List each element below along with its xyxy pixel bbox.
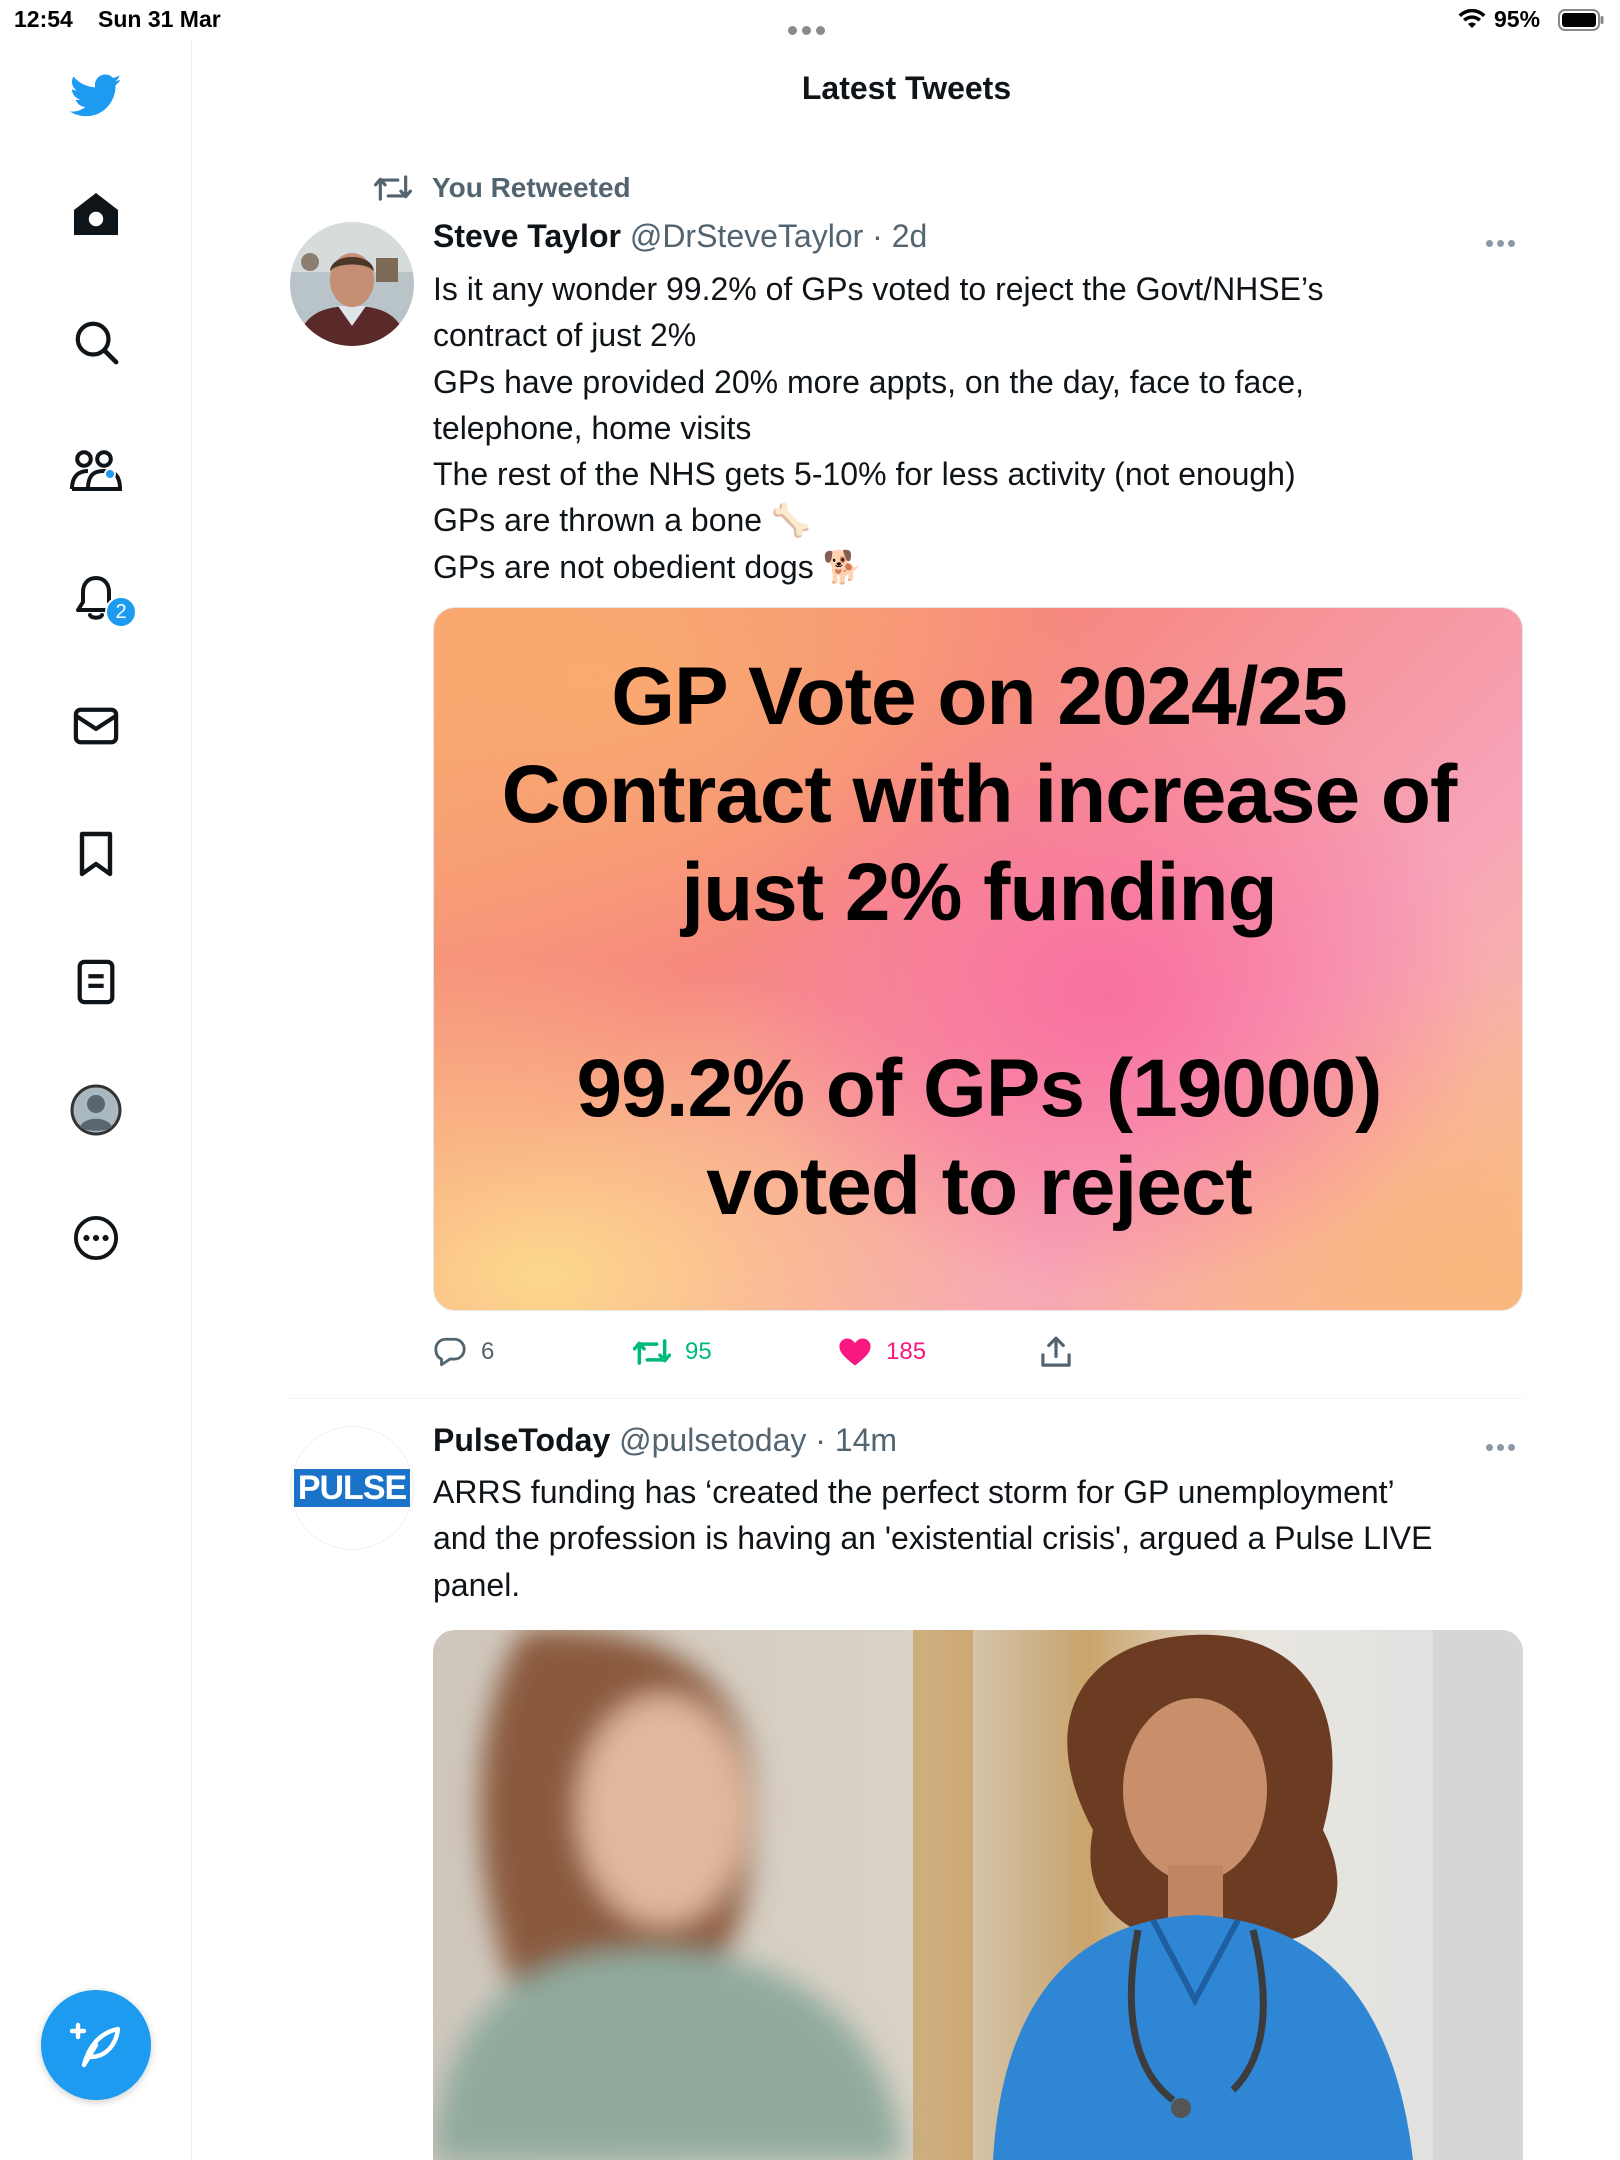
home-icon[interactable] xyxy=(66,184,126,244)
tweet-text-line: telephone, home visits xyxy=(433,409,752,446)
compose-feather-icon xyxy=(70,2021,122,2069)
page-title: Latest Tweets xyxy=(801,70,1012,106)
retweet-context-icon xyxy=(374,173,412,203)
image-text-line: voted to reject xyxy=(706,1141,1252,1232)
retweet-context-label: You Retweeted xyxy=(432,172,631,203)
more-options-icon[interactable] xyxy=(66,1208,126,1268)
profile-avatar-icon[interactable] xyxy=(66,1080,126,1140)
battery-icon xyxy=(1558,8,1604,32)
share-icon xyxy=(1040,1336,1072,1368)
battery-percent: 95% xyxy=(1494,6,1541,32)
author-handle[interactable]: @pulsetoday xyxy=(619,1422,807,1458)
steve-taylor-avatar[interactable] xyxy=(290,222,414,346)
tweet-timestamp[interactable]: · 2d xyxy=(872,218,928,254)
twitter-logo-icon[interactable] xyxy=(66,66,126,126)
image-text-line: just 2% funding xyxy=(681,847,1277,938)
sidebar-nav xyxy=(0,40,192,2160)
tweet-timestamp[interactable]: · 14m xyxy=(815,1422,898,1458)
like-button[interactable] xyxy=(838,1330,926,1374)
wifi-icon xyxy=(1458,8,1486,30)
tweet-text-line: and the profession is having an 'existential crisis', argued a Pulse LIVE xyxy=(433,1520,1433,1557)
tweet-text-line: panel. xyxy=(433,1566,521,1603)
author-name[interactable]: Steve Taylor xyxy=(433,218,621,254)
tweet-more-icon[interactable] xyxy=(1486,1438,1522,1448)
retweet-icon xyxy=(633,1337,671,1367)
search-icon[interactable] xyxy=(66,312,126,372)
tweet-image-gp-vote[interactable] xyxy=(433,607,1523,1311)
tweet-text xyxy=(433,1469,1523,1608)
heart-filled-icon xyxy=(838,1337,872,1367)
multitasking-dots-icon[interactable] xyxy=(788,14,832,24)
reply-button[interactable] xyxy=(433,1330,494,1374)
tweet-divider xyxy=(290,1398,1523,1399)
tweet-text-line: GPs are thrown a bone 🦴 xyxy=(433,502,811,539)
image-text-line: Contract with increase of xyxy=(501,749,1457,840)
tweet-text xyxy=(433,266,1523,590)
tweet-author-line xyxy=(433,1422,897,1459)
status-bar xyxy=(0,0,1620,40)
tweet-text-line: Is it any wonder 99.2% of GPs voted to reject the Govt/NHSE’s xyxy=(433,271,1324,307)
reply-icon xyxy=(433,1336,467,1368)
tweet-text-line: GPs are not obedient dogs 🐕 xyxy=(433,548,863,585)
tweet-text-line: The rest of the NHS gets 5-10% for less activity (not enough) xyxy=(433,456,1296,493)
compose-tweet-button[interactable] xyxy=(41,1990,151,2100)
lists-icon[interactable] xyxy=(66,952,126,1012)
bookmarks-icon[interactable] xyxy=(66,824,126,884)
messages-mail-icon[interactable] xyxy=(66,696,126,756)
notifications-badge: 2 xyxy=(105,596,137,628)
author-handle[interactable]: @DrSteveTaylor xyxy=(629,218,864,254)
retweet-context xyxy=(374,168,631,208)
reply-count: 6 xyxy=(481,1338,495,1365)
tweet-text-line: contract of just 2% xyxy=(433,317,697,354)
communities-notification-dot xyxy=(104,468,116,480)
tweet-text-line: ARRS funding has ‘created the perfect storm for GP unemployment’ xyxy=(433,1474,1395,1510)
communities-icon[interactable] xyxy=(66,440,126,500)
tweet-image-nurse-consultation[interactable] xyxy=(433,1630,1523,2160)
pulsetoday-avatar[interactable] xyxy=(290,1426,414,1550)
image-text-line: 99.2% of GPs (19000) xyxy=(576,1043,1382,1134)
status-time: 12:54 xyxy=(14,6,73,32)
retweet-button[interactable] xyxy=(633,1330,712,1374)
tweet-more-icon[interactable] xyxy=(1486,234,1522,244)
pulse-logo-text: PULSE xyxy=(294,1469,410,1507)
timeline-header xyxy=(193,40,1620,140)
retweet-count: 95 xyxy=(685,1338,712,1365)
like-count: 185 xyxy=(886,1338,927,1365)
image-text-line: GP Vote on 2024/25 xyxy=(611,651,1347,742)
share-button[interactable] xyxy=(1040,1330,1072,1374)
tweet-author-line xyxy=(433,218,927,255)
status-date: Sun 31 Mar xyxy=(98,6,221,32)
author-name[interactable]: PulseToday xyxy=(433,1422,611,1458)
tweet-text-line: GPs have provided 20% more appts, on the day, face to face, xyxy=(433,363,1305,400)
